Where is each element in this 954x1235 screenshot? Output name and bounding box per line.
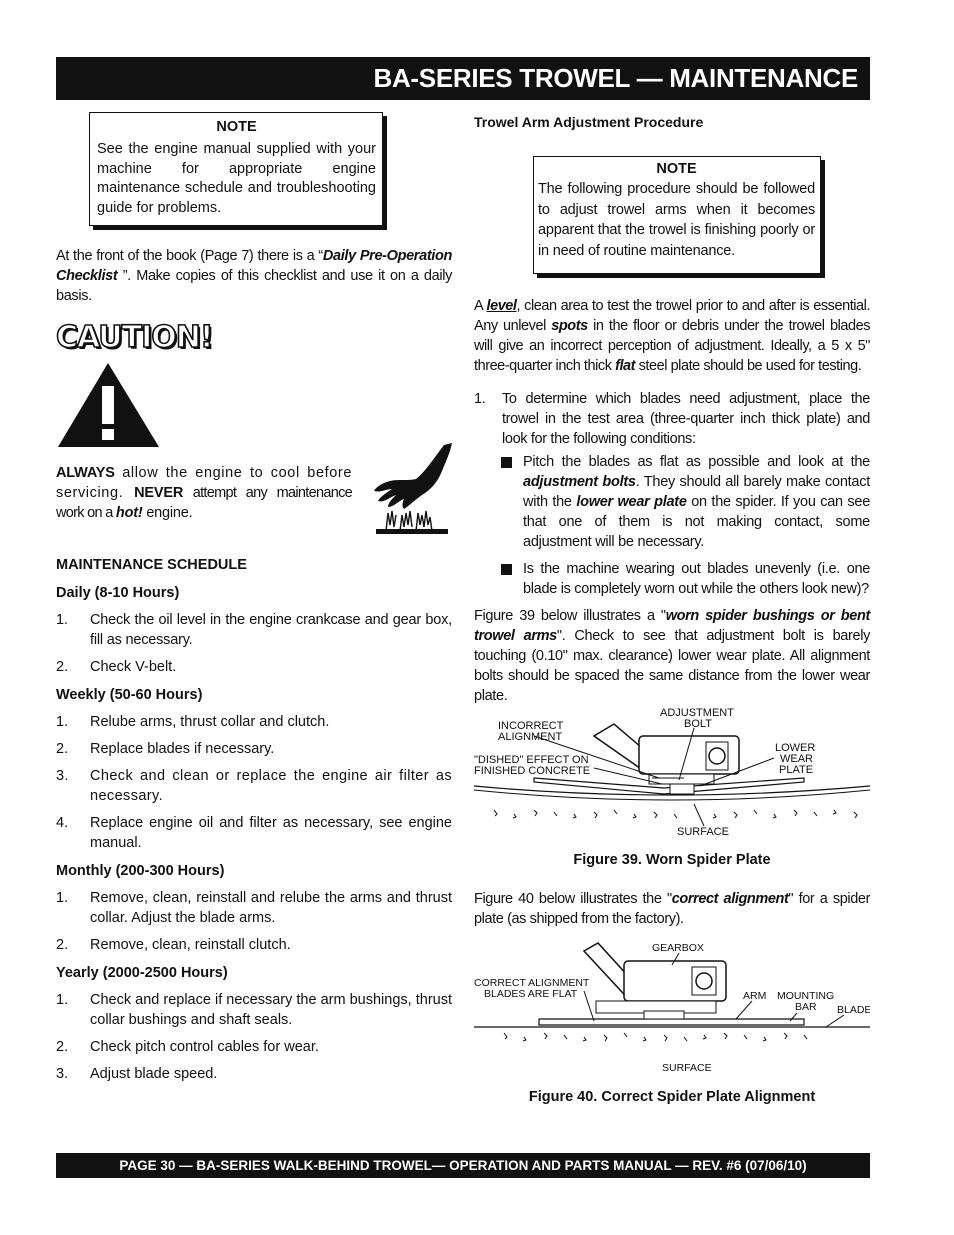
label-correct-alignment-2: BLADES ARE FLAT bbox=[484, 988, 578, 1000]
list-item: 1. Check and replace if necessary the arm bushings, thrust collar bushings and shaft seals. bbox=[56, 992, 452, 1028]
condition-item: Is the machine wearing out blades unevenly (i.e. one blade is completely worn out while the others look new)? bbox=[474, 559, 870, 599]
bullet-square-icon bbox=[501, 457, 512, 468]
label-incorrect-alignment-2: ALIGNMENT bbox=[498, 731, 563, 743]
list-item: 3. Check and clean or replace the engine air filter as necessary. bbox=[56, 768, 452, 804]
figure-40-caption: Figure 40. Correct Spider Plate Alignment bbox=[528, 1089, 816, 1105]
label-mounting-bar-2: BAR bbox=[795, 1001, 817, 1013]
yearly-list bbox=[56, 990, 452, 1084]
warning-triangle-icon bbox=[56, 361, 161, 449]
label-mounting-bar-1: MOUNTING bbox=[777, 990, 835, 1002]
list-item: 3. Adjust blade speed. bbox=[56, 1066, 218, 1082]
label-lower-wear-plate-1: LOWER bbox=[775, 742, 816, 754]
figure-39-diagram bbox=[474, 706, 870, 838]
label-incorrect-alignment-1: INCORRECT bbox=[498, 720, 564, 732]
list-item: 1. Relube arms, thrust collar and clutch. bbox=[56, 714, 330, 730]
label-dished-1: "DISHED" EFFECT ON bbox=[474, 754, 589, 766]
note-body: See the engine manual supplied with your machine for appropriate engine maintenance schedule and troubleshooting guide for problems. bbox=[97, 141, 376, 216]
label-lower-wear-plate-2: WEAR bbox=[780, 753, 813, 765]
list-item: 2. Replace blades if necessary. bbox=[56, 741, 275, 757]
left-column bbox=[56, 112, 452, 1091]
list-item: 1. Remove, clean, reinstall and relube the arms and thrust collar. Adjust the blade arms. bbox=[56, 890, 452, 926]
note-heading: NOTE bbox=[216, 119, 257, 135]
label-gearbox: GEARBOX bbox=[652, 942, 704, 954]
note-heading: NOTE bbox=[656, 161, 697, 177]
label-arm: ARM bbox=[743, 990, 767, 1002]
label-surface: SURFACE bbox=[662, 1062, 712, 1074]
step-item: 1. To determine which blades need adjustment, place the trowel in the test area (three-quarter inch thick plate) and look for the following conditions: bbox=[474, 391, 870, 447]
yearly-heading: Yearly (2000-2500 Hours) bbox=[56, 965, 228, 981]
weekly-list bbox=[56, 712, 452, 853]
procedure-note bbox=[533, 156, 821, 274]
note-body: The following procedure should be followed to adjust trowel arms when it becomes apparent that the trowel is finishing poorly or in need of routine maintenance. bbox=[538, 181, 815, 259]
procedure-steps bbox=[474, 389, 870, 449]
maintenance-schedule-heading: MAINTENANCE SCHEDULE bbox=[56, 557, 247, 573]
hot-engine-paragraph: ALWAYS allow the engine to cool before servicing. NEVER attempt any maintenance work on a hot! engine. bbox=[56, 465, 352, 521]
level-area-paragraph: A level, clean area to test the trowel prior to and after is essential. Any unlevel spots in the floor or debris under the trowel blades will give an incorrect perception of adjustment. Ideally, a 5 x 5" three-quarter inch thick flat steel plate should be used for testing. bbox=[474, 298, 871, 374]
label-blade: BLADE bbox=[837, 1004, 870, 1016]
bullet-square-icon bbox=[501, 564, 512, 575]
checklist-paragraph: At the front of the book (Page 7) there is a “Daily Pre-Operation Checklist ”. Make copies of this checklist and use it on a daily basis. bbox=[56, 248, 452, 304]
yearly-section bbox=[56, 963, 452, 1084]
weekly-section bbox=[56, 685, 452, 853]
daily-section bbox=[56, 583, 452, 677]
list-item: 4. Replace engine oil and filter as necessary, see engine manual. bbox=[56, 815, 452, 851]
monthly-heading: Monthly (200-300 Hours) bbox=[56, 863, 225, 879]
monthly-section bbox=[56, 861, 452, 955]
weekly-heading: Weekly (50-60 Hours) bbox=[56, 687, 203, 703]
right-column bbox=[474, 112, 870, 1107]
list-item: 1. Check the oil level in the engine crankcase and gear box, fill as necessary. bbox=[56, 612, 452, 648]
list-item: 2. Check V-belt. bbox=[56, 659, 177, 675]
label-dished-2: FINISHED CONCRETE bbox=[474, 765, 591, 777]
figure-39-paragraph: Figure 39 below illustrates a "worn spider bushings or bent trowel arms". Check to see that adjustment bolt is barely touching (0.10" max. clearance) lower wear plate. All alignment bolts should be spaced the same distance from the lower wear plate. bbox=[474, 608, 870, 704]
label-lower-wear-plate-3: PLATE bbox=[779, 764, 814, 776]
hot-engine-warning bbox=[56, 463, 452, 523]
label-adjustment-bolt-1: ADJUSTMENT bbox=[660, 707, 734, 719]
daily-list bbox=[56, 610, 452, 677]
engine-manual-note bbox=[89, 112, 383, 226]
list-item: 2. Check pitch control cables for wear. bbox=[56, 1039, 319, 1055]
hot-surface-hand-icon bbox=[372, 441, 454, 535]
monthly-list bbox=[56, 888, 452, 955]
checklist-title: Daily Pre-Operation Checklist bbox=[56, 248, 452, 284]
trowel-arm-heading: Trowel Arm Adjustment Procedure bbox=[474, 114, 704, 130]
figure-40-diagram bbox=[474, 939, 870, 1075]
caution-heading: CAUTION! bbox=[56, 320, 213, 355]
condition-item: Pitch the blades as flat as possible and look at the adjustment bolts. They should all barely make contact with the lower wear plate on the spider. If you can see that one of them is not making contact, some adjustment will be necessary. bbox=[474, 452, 870, 552]
label-adjustment-bolt-2: BOLT bbox=[684, 718, 712, 730]
label-correct-alignment-1: CORRECT ALIGNMENT bbox=[474, 977, 590, 989]
figure-40-paragraph: Figure 40 below illustrates the "correct alignment" for a spider plate (as shipped from the factory). bbox=[474, 891, 870, 927]
page-title: BA-SERIES TROWEL — MAINTENANCE bbox=[56, 57, 870, 100]
page-footer: PAGE 30 — BA-SERIES WALK-BEHIND TROWEL— OPERATION AND PARTS MANUAL — REV. #6 (07/06/10) bbox=[56, 1153, 870, 1178]
figure-39-caption: Figure 39. Worn Spider Plate bbox=[573, 852, 771, 868]
daily-heading: Daily (8-10 Hours) bbox=[56, 585, 180, 601]
label-surface: SURFACE bbox=[677, 826, 729, 838]
condition-list bbox=[474, 452, 870, 599]
list-item: 2. Remove, clean, reinstall clutch. bbox=[56, 937, 291, 953]
